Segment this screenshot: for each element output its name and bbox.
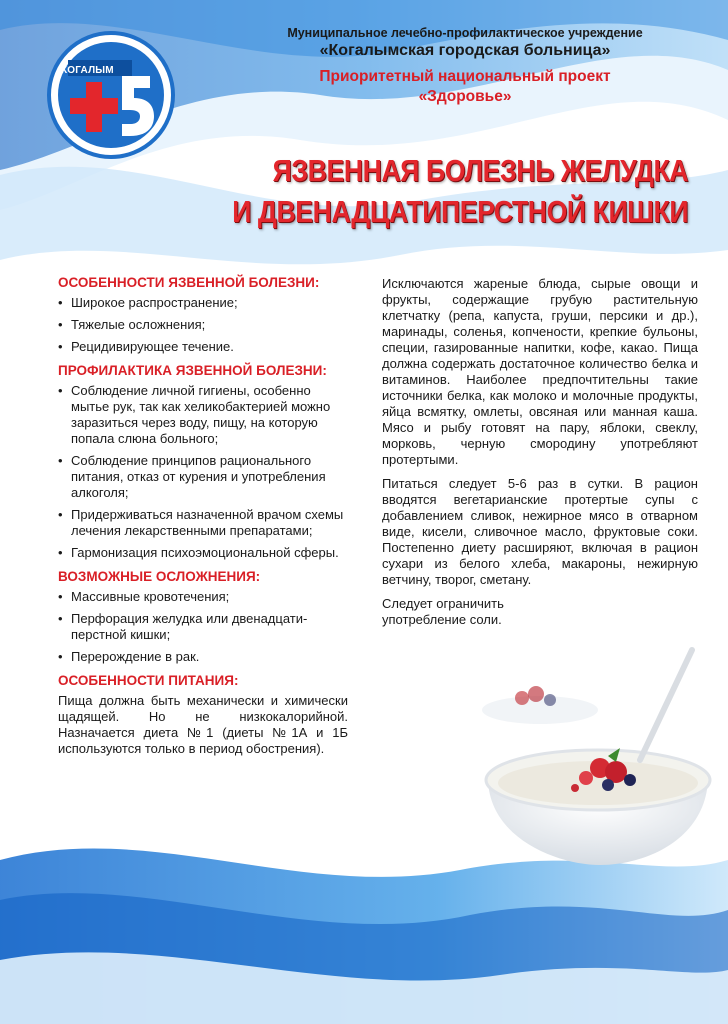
nutrition-title: ОСОБЕННОСТИ ПИТАНИЯ:: [58, 673, 239, 688]
prevention-list: [58, 383, 348, 561]
logo-text: КОГАЛЫМ: [61, 65, 114, 76]
page-title-line-2: И ДВЕНАДЦАТИПЕРСТНОЙ КИШКИ: [232, 194, 688, 229]
project-subtitle: «Здоровье»: [418, 88, 512, 105]
nutrition-text: Пища должна быть механически и химически щадящей. Но не низкокалорийной. Назначается диета №1 (диеты №1А и 1Б используются только в период обострения).: [58, 693, 348, 756]
list-item: • Соблюдение личной гигиены, особенно мытье рук, так как хеликобактерией можно заразиться через воду, пищу, на которую попала слюна больного;: [58, 383, 348, 447]
left-column: [58, 275, 348, 765]
list-item: • Перерождение в рак.: [58, 649, 348, 665]
project-name: Приоритетный национальный проект: [319, 68, 611, 85]
list-item: • Тяжелые осложнения;: [58, 317, 348, 333]
list-item: • Придерживаться назначенной врачом схемы лечения лекарственными препаратами;: [58, 507, 348, 539]
complications-title: ВОЗМОЖНЫЕ ОСЛОЖНЕНИЯ:: [58, 569, 261, 584]
hospital-logo: [46, 30, 176, 160]
diet-paragraph-3: Следует ограничить употребление соли.: [382, 596, 504, 627]
features-title: ОСОБЕННОСТИ ЯЗВЕННОЙ БОЛЕЗНИ:: [58, 275, 320, 290]
porridge-bowl-illustration: [470, 640, 728, 870]
list-item: • Гармонизация психоэмоциональной сферы.: [58, 545, 348, 561]
features-list: [58, 295, 348, 355]
page-title-line-1: ЯЗВЕННАЯ БОЛЕЗНЬ ЖЕЛУДКА: [272, 153, 688, 188]
list-item: • Массивные кровотечения;: [58, 589, 348, 605]
diet-paragraph-1: Исключаются жареные блюда, сырые овощи и фрукты, содержащие грубую растительную клетчатку (репа, капуста, груши, персики и др.), маринады, соленья, копчености, крепкие бульоны, специи, газированные напитки, кофе, какао. Пища должна содержать достаточное количество белка и витаминов. Наиболее предпочтительны такие источники белка, как молоко и молочные продукты, яйца всмятку, омлеты, овсяная или манная каша. Мясо и рыбу готовят на пару, яблоки, свеклу, морковь, черную смородину употребляют протертыми.: [382, 276, 698, 467]
right-column: [382, 276, 698, 636]
list-item: • Перфорация желудка или двенадцати-перстной кишки;: [58, 611, 348, 643]
prevention-title: ПРОФИЛАКТИКА ЯЗВЕННОЙ БОЛЕЗНИ:: [58, 363, 327, 378]
list-item: • Рецидивирующее течение.: [58, 339, 348, 355]
hospital-name: «Когалымская городская больница»: [319, 42, 611, 59]
list-item: • Соблюдение принципов рационального питания, отказ от курения и употребления алкоголя;: [58, 453, 348, 501]
complications-list: [58, 589, 348, 665]
list-item: • Широкое распространение;: [58, 295, 348, 311]
diet-paragraph-2: Питаться следует 5-6 раз в сутки. В рацион вводятся вегетарианские протертые супы с добавлением сливок, нежирное мясо в отварном виде, кисели, сливочное масло, фруктовые соки. Постепенно диету расширяют, включая в рацион сухари из белого хлеба, макароны, нежирную ветчину, творог, сметану.: [382, 476, 698, 587]
institution-name: Муниципальное лечебно-профилактическое учреждение: [287, 26, 643, 40]
